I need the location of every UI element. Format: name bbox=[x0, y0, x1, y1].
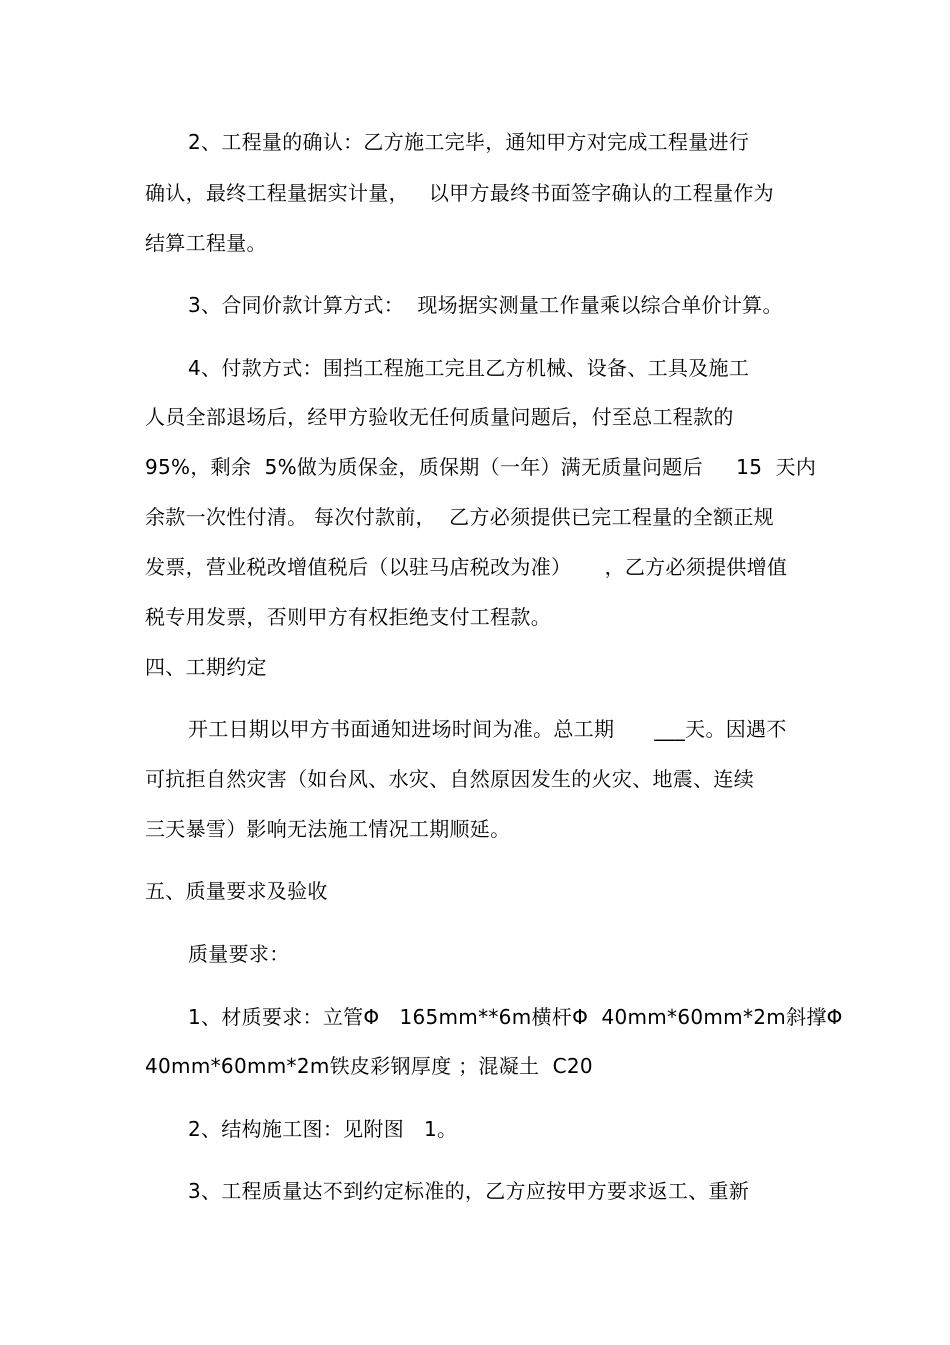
text-line: 1、材质要求：立管Φ 165mm**6m横杆Φ 40mm*60mm*2m斜撑Φ bbox=[188, 1005, 843, 1029]
text-line: 95%，剩余 5%做为质保金，质保期（一年）满无质量问题后 15 天内 bbox=[145, 455, 817, 479]
text-line: 质量要求： bbox=[188, 942, 290, 966]
text-line: 4、付款方式：围挡工程施工完且乙方机械、设备、工具及施工 bbox=[188, 356, 750, 380]
section-heading: 四、工期约定 bbox=[145, 655, 267, 679]
text-line: 2、工程量的确认：乙方施工完毕，通知甲方对完成工程量进行 bbox=[188, 130, 750, 154]
text-line: 余款一次性付清。 每次付款前， 乙方必须提供已完工程量的全额正规 bbox=[145, 505, 774, 529]
text-line: 人员全部退场后，经甲方验收无任何质量问题后，付至总工程款的 bbox=[145, 405, 734, 429]
text-line: 结算工程量。 bbox=[145, 231, 267, 255]
text-line: 税专用发票，否则甲方有权拒绝支付工程款。 bbox=[145, 605, 551, 629]
text-line: 发票，营业税改增值税后（以驻马店税改为准） ，乙方必须提供增值 bbox=[145, 555, 788, 579]
text-line: 可抗拒自然灾害（如台风、水灾、自然原因发生的火灾、地震、连续 bbox=[145, 767, 754, 791]
text-line: 三天暴雪）影响无法施工情况工期顺延。 bbox=[145, 817, 511, 841]
text-line: 40mm*60mm*2m铁皮彩钢厚度 ；混凝土 C20 bbox=[145, 1054, 593, 1078]
text-line: 确认，最终工程量据实计量， 以甲方最终书面签字确认的工程量作为 bbox=[145, 181, 774, 205]
text-line: 开工日期以甲方书面通知进场时间为准。总工期 ___天。因遇不 bbox=[188, 717, 787, 741]
text-line: 2、结构施工图：见附图 1。 bbox=[188, 1117, 458, 1141]
text-line: 3、合同价款计算方式： 现场据实测量工作量乘以综合单价计算。 bbox=[188, 293, 783, 317]
text-line: 3、工程质量达不到约定标准的，乙方应按甲方要求返工、重新 bbox=[188, 1179, 750, 1203]
section-heading: 五、质量要求及验收 bbox=[145, 879, 328, 903]
